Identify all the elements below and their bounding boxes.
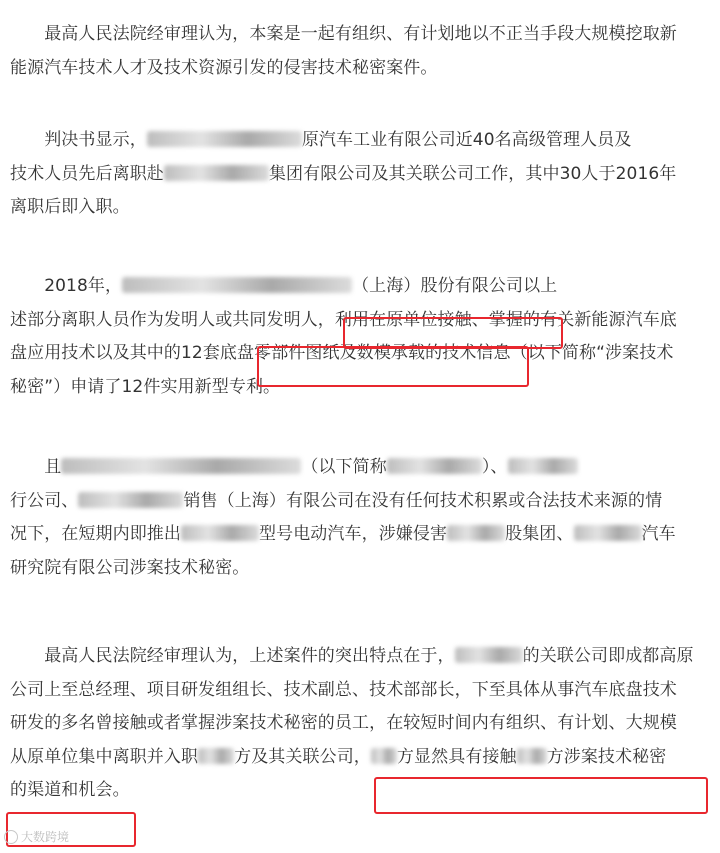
redacted-text bbox=[387, 458, 482, 474]
text-segment: 从原单位集中离职并入职 bbox=[10, 746, 199, 767]
text-segment: 方及其关联公司， bbox=[234, 746, 371, 767]
text-line: 的渠道和机会。 bbox=[10, 780, 130, 800]
text-segment: （上海）股份有限公司以上 bbox=[352, 276, 558, 296]
text-line: 研究院有限公司涉案技术秘密。 bbox=[10, 557, 250, 578]
text-line: 秘密”）申请了12件实用新型专利。 bbox=[10, 376, 281, 397]
text-segment: 集团有限公司及其关联公司工作，其中30人于2016年 bbox=[268, 163, 677, 184]
redacted-text bbox=[455, 647, 523, 663]
text-segment: 行公司、 bbox=[10, 490, 79, 511]
text-segment: 判决书显示， bbox=[10, 130, 147, 150]
text-segment: 汽车 bbox=[641, 524, 676, 544]
text-line: 能源汽车技术人才及技术资源引发的侵害技术秘密案件。 bbox=[10, 57, 438, 78]
text-line: 离职后即入职。 bbox=[10, 197, 130, 217]
redacted-text bbox=[164, 165, 269, 181]
watermark-text: 大数跨境 bbox=[21, 830, 70, 844]
brand-logo-icon bbox=[4, 830, 18, 844]
watermark bbox=[4, 828, 69, 845]
redacted-text bbox=[147, 131, 302, 147]
text-line: 研发的多名曾接触或者掌握涉案技术秘密的员工，在较短时间内有组织、有计划、大规模 bbox=[10, 713, 677, 733]
paragraph-1 bbox=[10, 18, 710, 85]
text-line bbox=[10, 640, 710, 674]
redacted-text bbox=[508, 458, 578, 474]
text-segment: 销售（上海）有限公司在没有任何技术积累或合法技术来源的情 bbox=[183, 490, 663, 511]
text-segment: ）、 bbox=[481, 457, 508, 477]
redacted-text bbox=[78, 492, 183, 508]
text-segment: （以下简称 bbox=[301, 457, 387, 477]
text-line bbox=[10, 270, 710, 304]
text-segment: 技术人员先后离职赴 bbox=[10, 163, 164, 184]
text-line: 公司上至总经理、项目研发组组长、技术副总、技术部部长，下至具体从事汽车底盘技术 bbox=[10, 679, 677, 700]
redacted-text bbox=[447, 525, 505, 541]
text-line: 最高人民法院经审理认为，本案是一起有组织、有计划地以不正当手段大规模挖取新 bbox=[10, 24, 677, 44]
redacted-text bbox=[517, 748, 547, 764]
text-line bbox=[10, 451, 710, 485]
text-line: 述部分离职人员作为发明人或共同发明人，利用在原单位接触、掌握的有关新能源汽车底 bbox=[10, 309, 677, 330]
text-line bbox=[10, 158, 710, 192]
text-line: 盘应用技术以及其中的12套底盘零部件图纸及数模承载的技术信息（以下简称“涉案技术 bbox=[10, 343, 674, 363]
text-segment: 型号电动汽车，涉嫌侵害 bbox=[259, 524, 448, 544]
paragraph-4 bbox=[10, 451, 710, 585]
text-segment: 最高人民法院经审理认为，上述案件的突出特点在于， bbox=[10, 646, 455, 666]
text-segment: 的关联公司即成都高原 bbox=[522, 646, 694, 666]
text-line bbox=[10, 518, 710, 552]
redacted-text bbox=[198, 748, 234, 764]
text-segment: 原汽车工业有限公司近40名高级管理人员及 bbox=[301, 130, 632, 150]
text-segment: 方显然具有接触 bbox=[396, 746, 517, 767]
redacted-text bbox=[122, 277, 352, 293]
text-line bbox=[10, 124, 710, 158]
redacted-text bbox=[574, 525, 642, 541]
text-segment: 况下，在短期内即推出 bbox=[10, 524, 181, 544]
text-segment: 股集团、 bbox=[505, 524, 574, 544]
text-segment: 方涉案技术秘密 bbox=[546, 746, 667, 767]
text-line bbox=[10, 741, 710, 775]
paragraph-2 bbox=[10, 124, 710, 225]
redacted-text bbox=[61, 458, 301, 474]
redacted-text bbox=[181, 525, 259, 541]
text-segment: 2018年， bbox=[10, 276, 123, 296]
text-segment: 且 bbox=[10, 457, 62, 477]
paragraph-3 bbox=[10, 270, 710, 404]
text-line bbox=[10, 485, 710, 519]
redacted-text bbox=[371, 748, 397, 764]
paragraph-5 bbox=[10, 640, 710, 808]
